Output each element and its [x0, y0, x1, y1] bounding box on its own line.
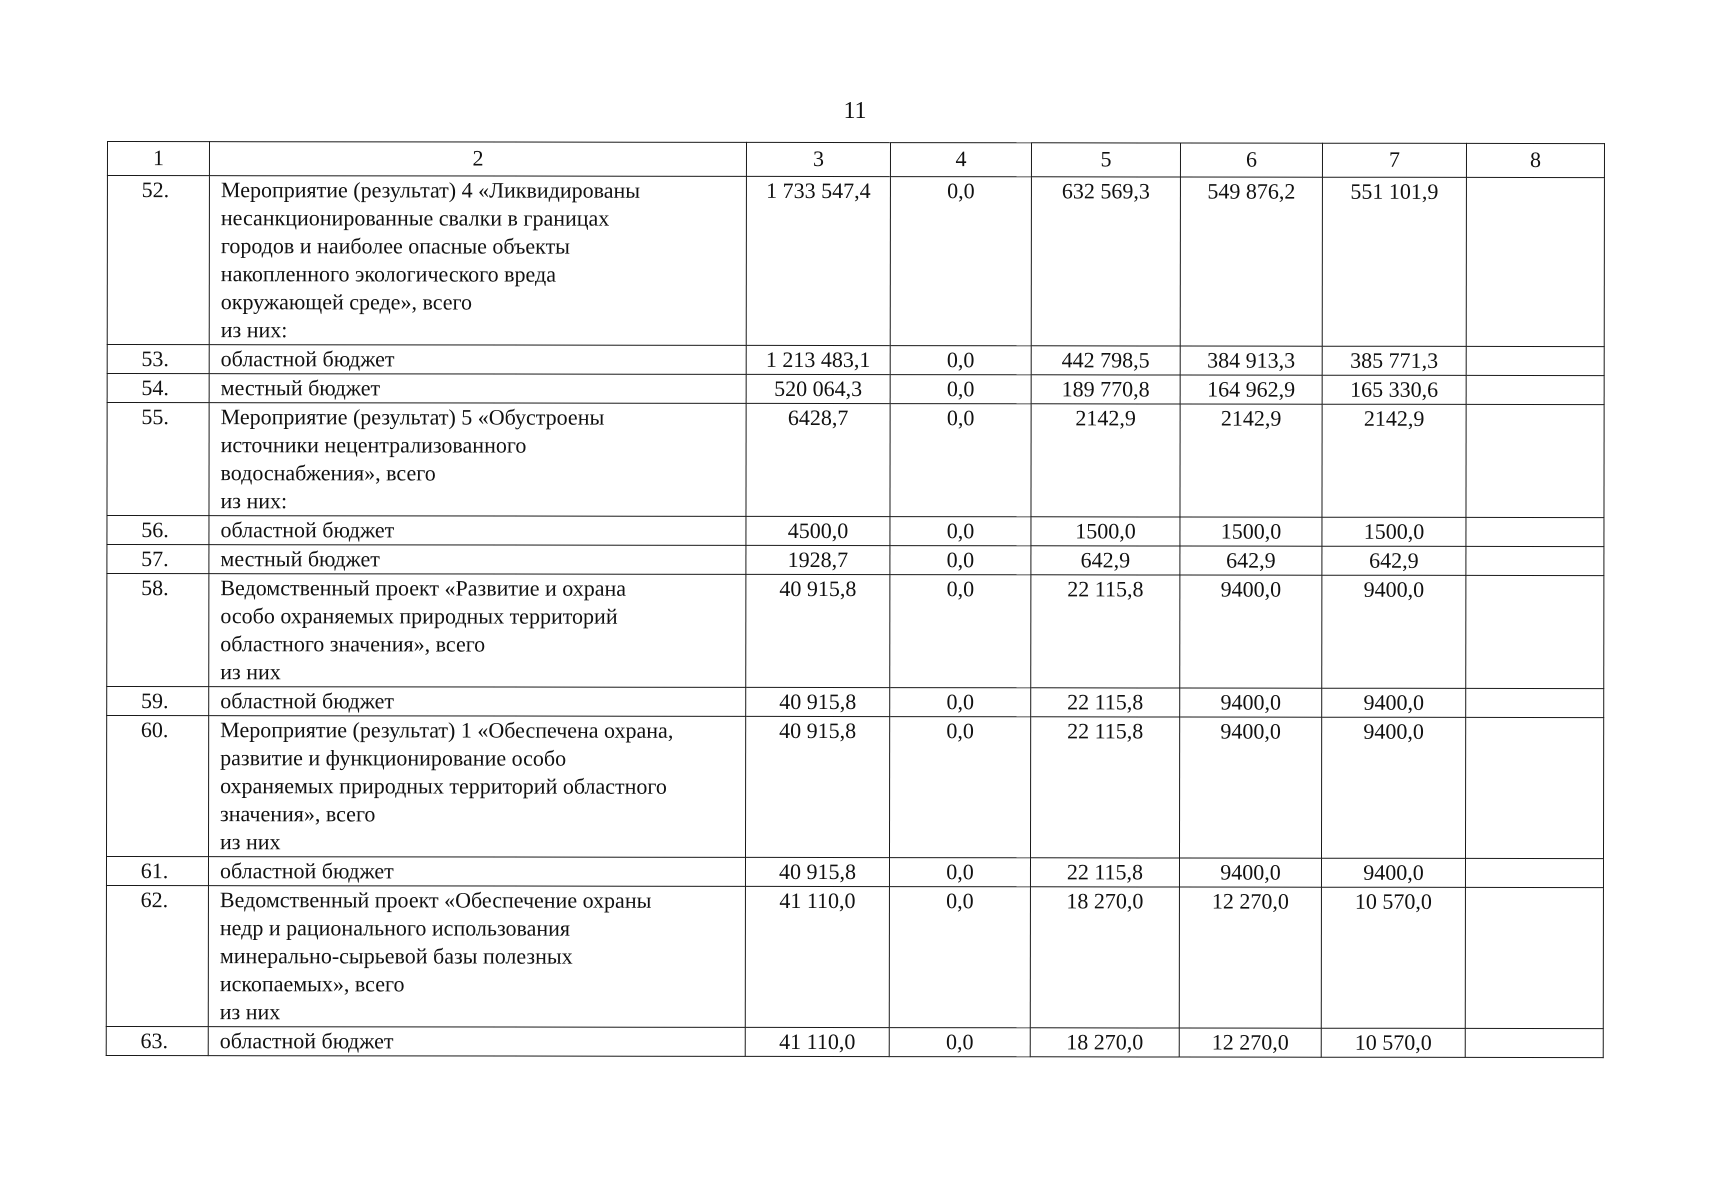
- value-col-3: 1 213 483,1: [746, 345, 890, 374]
- value-col-8: [1465, 717, 1603, 858]
- value-col-6: 1500,0: [1180, 517, 1322, 546]
- value-col-3: 40 915,8: [746, 687, 890, 716]
- row-description: [209, 516, 746, 546]
- value-col-7: 9400,0: [1321, 858, 1465, 887]
- description-line: ископаемых», всего: [219, 971, 405, 997]
- value-col-8: [1465, 887, 1603, 1028]
- row-number: 54.: [107, 374, 209, 403]
- row-description: [208, 857, 745, 887]
- row-number: 56.: [107, 516, 209, 545]
- value-col-3: 41 110,0: [745, 886, 889, 1027]
- value-col-3: 1 733 547,4: [746, 176, 890, 345]
- table-row: [107, 176, 1604, 347]
- row-description: [209, 176, 746, 346]
- description-line: накопленного экологического вреда: [220, 261, 556, 287]
- value-col-6: 9400,0: [1180, 575, 1322, 688]
- value-col-4: 0,0: [890, 177, 1031, 346]
- value-col-5: 22 115,8: [1031, 688, 1180, 717]
- value-col-6: 164 962,9: [1180, 375, 1322, 404]
- value-col-4: 0,0: [889, 887, 1030, 1028]
- description-line: областной бюджет: [220, 346, 395, 372]
- value-col-6: 9400,0: [1179, 717, 1321, 858]
- description-line: областной бюджет: [219, 858, 394, 884]
- description-line: особо охраняемых природных территорий: [220, 603, 618, 629]
- header-cell-2: 2: [209, 142, 746, 177]
- header-cell-6: 6: [1180, 143, 1322, 177]
- description-line: из них:: [220, 488, 288, 514]
- header-cell-4: 4: [890, 143, 1031, 177]
- value-col-6: 384 913,3: [1180, 346, 1322, 375]
- table-row: [107, 345, 1604, 376]
- value-col-8: [1466, 375, 1604, 404]
- value-col-6: 9400,0: [1180, 688, 1322, 717]
- description-line: водоснабжения», всего: [220, 460, 436, 486]
- value-col-3: 40 915,8: [746, 716, 890, 857]
- description-line: из них: [220, 659, 281, 685]
- value-col-4: 0,0: [890, 575, 1031, 688]
- row-number: 57.: [107, 545, 209, 574]
- value-col-3: 4500,0: [746, 516, 890, 545]
- description-line: окружающей среде», всего: [220, 289, 473, 315]
- value-col-5: 22 115,8: [1031, 717, 1180, 858]
- row-description: [208, 1027, 745, 1057]
- value-col-8: [1466, 575, 1604, 688]
- value-col-4: 0,0: [890, 688, 1031, 717]
- description-line: источники нецентрализованного: [220, 432, 527, 458]
- row-number: 59.: [107, 687, 209, 716]
- budget-table: [106, 141, 1605, 1058]
- description-line: местный бюджет: [220, 375, 381, 401]
- table-row: [107, 687, 1604, 718]
- value-col-8: [1466, 546, 1604, 575]
- value-col-4: 0,0: [890, 717, 1031, 858]
- description-line: областной бюджет: [220, 688, 395, 714]
- description-line: из них: [219, 999, 281, 1025]
- table-row: [107, 516, 1604, 547]
- header-cell-8: 8: [1466, 143, 1604, 177]
- description-line: минерально-сырьевой базы полезных: [219, 943, 573, 969]
- value-col-3: 41 110,0: [745, 1027, 889, 1056]
- description-line: из них: [220, 829, 281, 855]
- description-line: областной бюджет: [219, 1028, 394, 1054]
- value-col-5: 632 569,3: [1031, 177, 1180, 346]
- value-col-5: 22 115,8: [1031, 575, 1180, 688]
- header-cell-5: 5: [1031, 143, 1180, 177]
- row-number: 53.: [107, 345, 209, 374]
- row-number: 61.: [106, 857, 208, 886]
- row-number: 63.: [106, 1026, 208, 1055]
- description-line: недр и рационального использования: [219, 915, 571, 941]
- description-line: местный бюджет: [220, 546, 380, 572]
- value-col-5: 22 115,8: [1030, 858, 1179, 887]
- value-col-7: 10 570,0: [1321, 887, 1465, 1028]
- value-col-8: [1466, 346, 1604, 375]
- value-col-3: 40 915,8: [745, 857, 889, 886]
- value-col-4: 0,0: [890, 404, 1031, 517]
- header-cell-1: 1: [107, 142, 209, 176]
- value-col-7: 385 771,3: [1322, 346, 1466, 375]
- value-col-7: 9400,0: [1322, 575, 1466, 688]
- table-row: [106, 857, 1603, 888]
- value-col-6: 12 270,0: [1179, 887, 1321, 1028]
- value-col-4: 0,0: [890, 546, 1031, 575]
- value-col-4: 0,0: [890, 346, 1031, 375]
- value-col-5: 189 770,8: [1031, 375, 1180, 404]
- value-col-3: 6428,7: [746, 403, 890, 516]
- description-line: областного значения», всего: [220, 631, 486, 657]
- row-number: 62.: [106, 886, 208, 1027]
- table-row: [107, 545, 1604, 576]
- header-cell-3: 3: [746, 142, 890, 176]
- value-col-3: 40 915,8: [746, 574, 890, 687]
- value-col-3: 520 064,3: [746, 374, 890, 403]
- value-col-4: 0,0: [889, 858, 1030, 887]
- row-description: [208, 886, 745, 1028]
- table-row: [107, 574, 1604, 689]
- table-row: [107, 716, 1604, 859]
- value-col-8: [1466, 517, 1604, 546]
- value-col-5: 18 270,0: [1030, 887, 1179, 1028]
- value-col-7: 1500,0: [1322, 517, 1466, 546]
- value-col-8: [1466, 688, 1604, 717]
- description-line: значения», всего: [220, 801, 376, 827]
- value-col-8: [1466, 404, 1604, 517]
- row-description: [209, 687, 746, 717]
- value-col-5: 18 270,0: [1030, 1028, 1179, 1057]
- value-col-5: 1500,0: [1031, 517, 1180, 546]
- value-col-8: [1466, 177, 1604, 346]
- page-number: 11: [843, 98, 867, 124]
- row-number: 55.: [107, 403, 209, 516]
- value-col-7: 10 570,0: [1321, 1028, 1465, 1057]
- description-line: Мероприятие (результат) 4 «Ликвидированы: [220, 177, 641, 203]
- row-number: 60.: [107, 716, 209, 857]
- description-line: Ведомственный проект «Обеспечение охраны: [219, 887, 652, 913]
- value-col-4: 0,0: [890, 517, 1031, 546]
- value-col-6: 2142,9: [1180, 404, 1322, 517]
- description-line: областной бюджет: [220, 517, 395, 543]
- value-col-7: 2142,9: [1322, 404, 1466, 517]
- row-description: [209, 403, 746, 517]
- description-line: охраняемых природных территорий областного: [220, 773, 667, 799]
- table-row: [106, 886, 1603, 1029]
- value-col-6: 549 876,2: [1180, 177, 1322, 346]
- row-description: [209, 345, 746, 375]
- value-col-8: [1465, 1028, 1603, 1057]
- table-row: [107, 374, 1604, 405]
- row-number: 58.: [107, 574, 209, 687]
- description-line: Мероприятие (результат) 1 «Обеспечена охрана,: [220, 717, 674, 743]
- value-col-5: 642,9: [1031, 546, 1180, 575]
- table-row: [106, 1026, 1603, 1057]
- table-row: [107, 403, 1604, 518]
- table-header-row: [107, 142, 1604, 178]
- row-description: [209, 716, 746, 858]
- description-line: из них:: [220, 317, 288, 343]
- value-col-6: 9400,0: [1179, 858, 1321, 887]
- value-col-7: 9400,0: [1321, 717, 1465, 858]
- value-col-7: 551 101,9: [1322, 177, 1466, 346]
- value-col-7: 165 330,6: [1322, 375, 1466, 404]
- row-description: [209, 374, 746, 404]
- value-col-7: 9400,0: [1322, 688, 1466, 717]
- value-col-7: 642,9: [1322, 546, 1466, 575]
- row-description: [209, 545, 746, 575]
- description-line: развитие и функционирование особо: [220, 745, 567, 771]
- description-line: городов и наиболее опасные объекты: [220, 233, 570, 259]
- value-col-5: 2142,9: [1031, 404, 1180, 517]
- row-number: 52.: [107, 176, 209, 345]
- value-col-4: 0,0: [889, 1028, 1030, 1057]
- value-col-6: 642,9: [1180, 546, 1322, 575]
- row-description: [209, 574, 746, 688]
- value-col-6: 12 270,0: [1179, 1028, 1321, 1057]
- value-col-8: [1465, 858, 1603, 887]
- description-line: несанкционированные свалки в границах: [220, 205, 610, 231]
- header-cell-7: 7: [1322, 143, 1466, 177]
- value-col-5: 442 798,5: [1031, 346, 1180, 375]
- description-line: Мероприятие (результат) 5 «Обустроены: [220, 404, 605, 430]
- value-col-4: 0,0: [890, 375, 1031, 404]
- description-line: Ведомственный проект «Развитие и охрана: [220, 575, 627, 601]
- value-col-3: 1928,7: [746, 545, 890, 574]
